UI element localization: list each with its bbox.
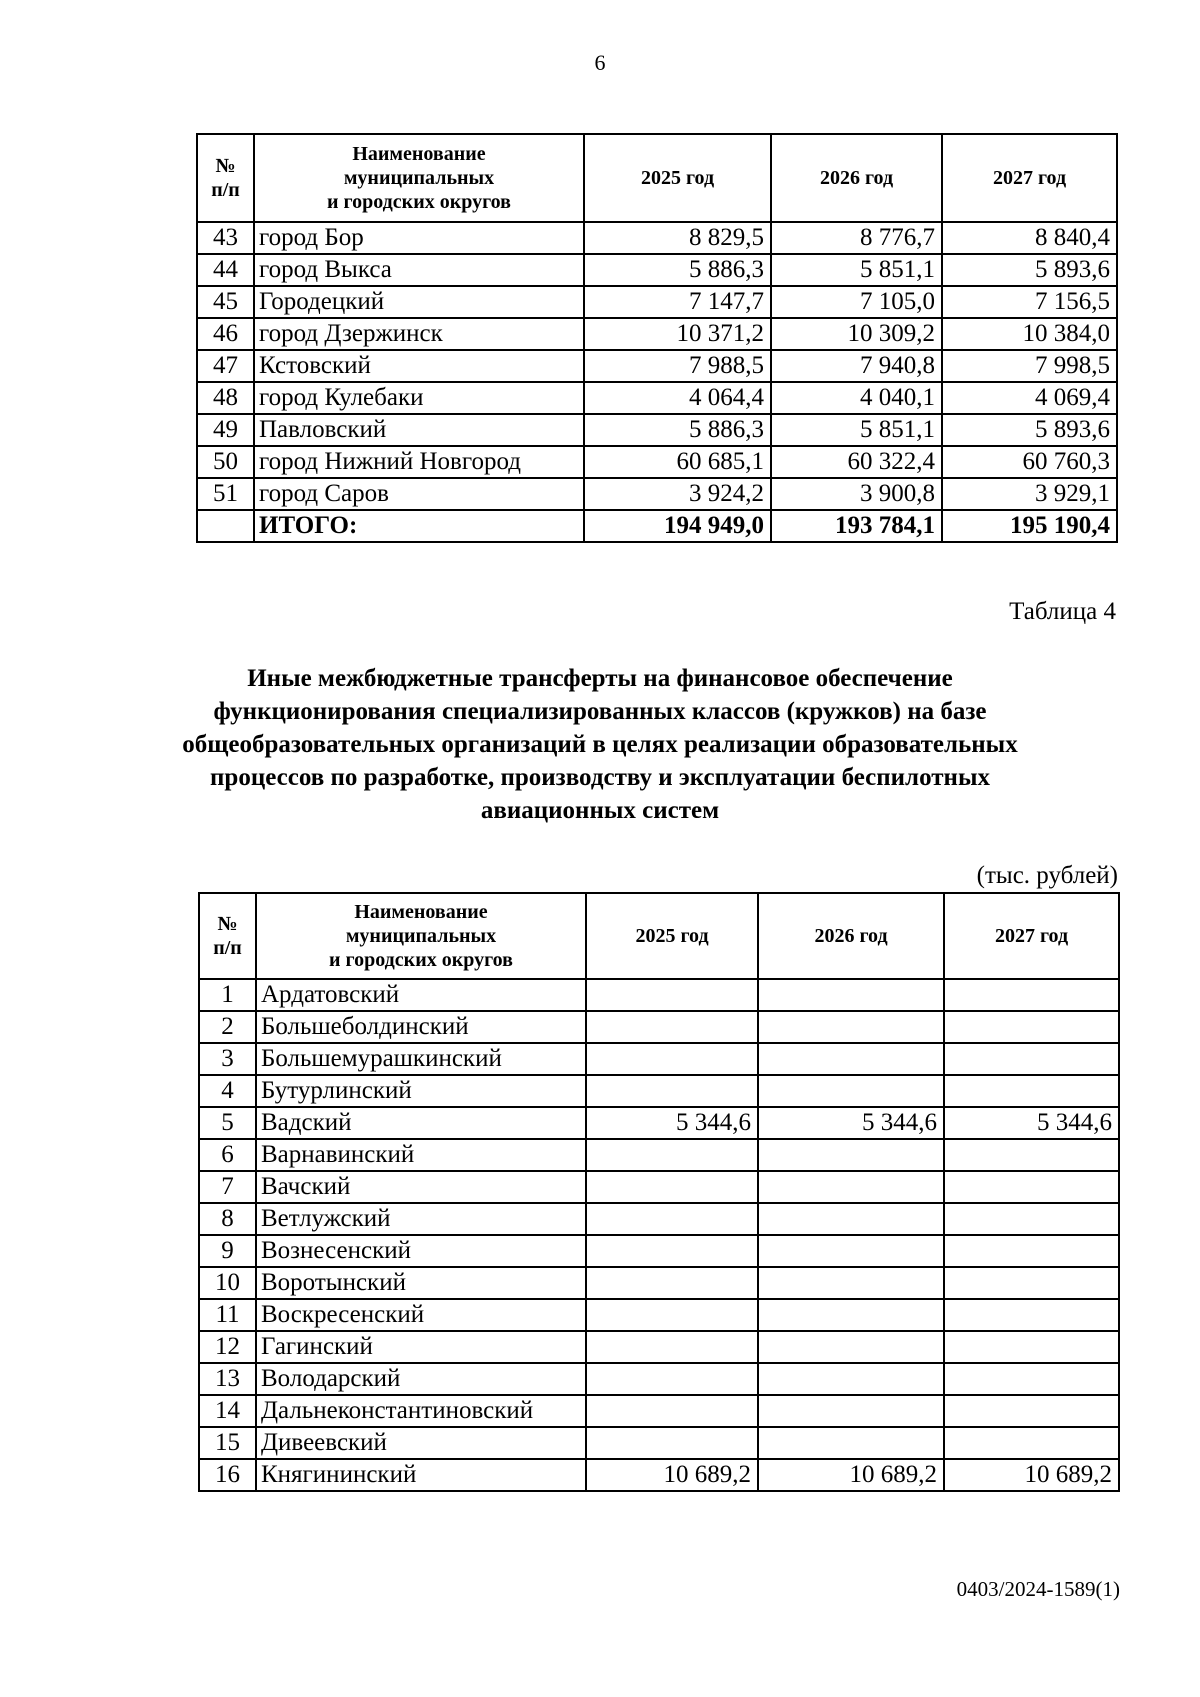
value-2026-cell: [758, 1363, 944, 1395]
value-2027-cell: [944, 1427, 1119, 1459]
row-number-cell: 44: [197, 254, 254, 286]
table-4: [198, 892, 1120, 1492]
table-row: [199, 1043, 1119, 1075]
value-2025-cell: [586, 1011, 758, 1043]
municipality-name-cell: город Бор: [254, 222, 584, 254]
row-number-cell: 12: [199, 1331, 256, 1363]
table-4-title: Иные межбюджетные трансферты на финансовое обеспечение функционирования специализированных классов (кружков) на базе общеобразовательных организаций в целях реализации образовательных процессов по разработке, производству и эксплуатации беспилотных авиационных систем: [182, 665, 1018, 824]
value-2025-cell: 5 886,3: [584, 414, 771, 446]
value-2026-cell: 5 344,6: [758, 1107, 944, 1139]
row-number-cell: 45: [197, 286, 254, 318]
table-row: [199, 1203, 1119, 1235]
value-2027-cell: [944, 1299, 1119, 1331]
value-2027-cell: 10 689,2: [944, 1459, 1119, 1491]
value-2025-cell: [586, 1075, 758, 1107]
table-row: [199, 1075, 1119, 1107]
value-2025-cell: [586, 1043, 758, 1075]
value-2025-cell: [586, 1331, 758, 1363]
table-row: [197, 318, 1117, 350]
value-2026-cell: 5 851,1: [771, 254, 942, 286]
value-2025-cell: [586, 1299, 758, 1331]
municipality-name-cell: Воскресенский: [256, 1299, 586, 1331]
table-row: [197, 222, 1117, 254]
municipality-name-cell: город Выкса: [254, 254, 584, 286]
value-2026-cell: 10 689,2: [758, 1459, 944, 1491]
value-2025-cell: 7 147,7: [584, 286, 771, 318]
value-2025-cell: [586, 1427, 758, 1459]
value-2025-cell: [586, 979, 758, 1011]
value-2026-cell: 60 322,4: [771, 446, 942, 478]
value-2026-cell: 5 851,1: [771, 414, 942, 446]
row-number-cell: 48: [197, 382, 254, 414]
row-number-cell: 47: [197, 350, 254, 382]
page-number: 6: [594, 50, 606, 75]
table-row: [197, 446, 1117, 478]
table-header: [197, 134, 1117, 222]
value-2027-cell: 7 156,5: [942, 286, 1117, 318]
table-row: [199, 1011, 1119, 1043]
municipality-name-cell: Городецкий: [254, 286, 584, 318]
value-2027-cell: 3 929,1: [942, 478, 1117, 510]
column-header-2026: 2026 год: [771, 134, 942, 222]
value-2025-cell: [586, 1139, 758, 1171]
municipality-name-cell: Гагинский: [256, 1331, 586, 1363]
municipality-name-cell: Княгининский: [256, 1459, 586, 1491]
municipality-name-cell: Бутурлинский: [256, 1075, 586, 1107]
value-2027-cell: [944, 1267, 1119, 1299]
value-2027-cell: [944, 1043, 1119, 1075]
municipality-name-cell: Большемурашкинский: [256, 1043, 586, 1075]
municipality-name-cell: город Кулебаки: [254, 382, 584, 414]
value-2027-cell: 5 893,6: [942, 254, 1117, 286]
column-header-number: № п/п: [199, 893, 256, 979]
value-2026-cell: 10 309,2: [771, 318, 942, 350]
value-2027-cell: [944, 1363, 1119, 1395]
municipality-name-cell: город Нижний Новгород: [254, 446, 584, 478]
municipality-name-cell: Варнавинский: [256, 1139, 586, 1171]
table-row: [199, 1395, 1119, 1427]
value-2026-cell: [758, 1235, 944, 1267]
table-body: [199, 979, 1119, 1491]
value-2027-cell: 5 344,6: [944, 1107, 1119, 1139]
row-number-cell: 49: [197, 414, 254, 446]
value-2026-cell: 4 040,1: [771, 382, 942, 414]
value-2025-cell: [586, 1235, 758, 1267]
value-2025-cell: 10 371,2: [584, 318, 771, 350]
row-number-cell: [197, 510, 254, 542]
column-header-name: Наименование муниципальных и городских округов: [256, 893, 586, 979]
row-number-cell: 9: [199, 1235, 256, 1267]
table-body: [197, 222, 1117, 542]
table-row: [199, 1139, 1119, 1171]
value-2025-cell: [586, 1267, 758, 1299]
municipality-name-cell: Ветлужский: [256, 1203, 586, 1235]
total-2027-cell: 195 190,4: [942, 510, 1117, 542]
row-number-cell: 3: [199, 1043, 256, 1075]
table-3-continuation: [196, 133, 1118, 543]
value-2026-cell: [758, 1267, 944, 1299]
municipality-name-cell: Вачский: [256, 1171, 586, 1203]
municipality-name-cell: город Саров: [254, 478, 584, 510]
value-2027-cell: [944, 1203, 1119, 1235]
column-header-2027: 2027 год: [942, 134, 1117, 222]
table-row: [199, 1331, 1119, 1363]
table-row: [199, 1299, 1119, 1331]
value-2025-cell: 5 344,6: [586, 1107, 758, 1139]
row-number-cell: 4: [199, 1075, 256, 1107]
municipality-name-cell: Володарский: [256, 1363, 586, 1395]
column-header-2027: 2027 год: [944, 893, 1119, 979]
value-2027-cell: [944, 1395, 1119, 1427]
table-row: [197, 286, 1117, 318]
value-2025-cell: [586, 1171, 758, 1203]
table-row: [197, 382, 1117, 414]
row-number-cell: 1: [199, 979, 256, 1011]
row-number-cell: 8: [199, 1203, 256, 1235]
column-header-name: Наименование муниципальных и городских округов: [254, 134, 584, 222]
table-row: [199, 1171, 1119, 1203]
value-2027-cell: [944, 1331, 1119, 1363]
table-4-label: Таблица 4: [1009, 598, 1116, 625]
table-header: [199, 893, 1119, 979]
value-2027-cell: 5 893,6: [942, 414, 1117, 446]
municipality-name-cell: Ардатовский: [256, 979, 586, 1011]
column-header-number: № п/п: [197, 134, 254, 222]
total-2026-cell: 193 784,1: [771, 510, 942, 542]
municipality-name-cell: Павловский: [254, 414, 584, 446]
municipality-name-cell: Дальнеконстантиновский: [256, 1395, 586, 1427]
value-2027-cell: 8 840,4: [942, 222, 1117, 254]
total-label-cell: ИТОГО:: [254, 510, 584, 542]
value-2026-cell: 3 900,8: [771, 478, 942, 510]
table-row: [199, 1267, 1119, 1299]
municipality-name-cell: Большеболдинский: [256, 1011, 586, 1043]
value-2026-cell: [758, 1427, 944, 1459]
value-2026-cell: [758, 1331, 944, 1363]
value-2025-cell: 4 064,4: [584, 382, 771, 414]
value-2026-cell: [758, 1203, 944, 1235]
value-2026-cell: [758, 1395, 944, 1427]
value-2027-cell: 4 069,4: [942, 382, 1117, 414]
row-number-cell: 11: [199, 1299, 256, 1331]
total-2025-cell: 194 949,0: [584, 510, 771, 542]
value-2026-cell: 7 940,8: [771, 350, 942, 382]
value-2027-cell: 60 760,3: [942, 446, 1117, 478]
row-number-cell: 5: [199, 1107, 256, 1139]
table-row: [199, 1459, 1119, 1491]
row-number-cell: 10: [199, 1267, 256, 1299]
row-number-cell: 43: [197, 222, 254, 254]
value-2027-cell: [944, 979, 1119, 1011]
municipality-name-cell: Кстовский: [254, 350, 584, 382]
table-row: [197, 254, 1117, 286]
row-number-cell: 50: [197, 446, 254, 478]
row-number-cell: 7: [199, 1171, 256, 1203]
table-row: [199, 979, 1119, 1011]
row-number-cell: 16: [199, 1459, 256, 1491]
value-2026-cell: 7 105,0: [771, 286, 942, 318]
value-2025-cell: 60 685,1: [584, 446, 771, 478]
row-number-cell: 14: [199, 1395, 256, 1427]
row-number-cell: 13: [199, 1363, 256, 1395]
units-label: (тыс. рублей): [976, 862, 1118, 889]
value-2025-cell: 8 829,5: [584, 222, 771, 254]
value-2027-cell: 10 384,0: [942, 318, 1117, 350]
column-header-2025: 2025 год: [584, 134, 771, 222]
municipality-name-cell: город Дзержинск: [254, 318, 584, 350]
value-2026-cell: [758, 1299, 944, 1331]
value-2025-cell: 5 886,3: [584, 254, 771, 286]
municipality-name-cell: Вадский: [256, 1107, 586, 1139]
table-row: [197, 350, 1117, 382]
value-2025-cell: [586, 1395, 758, 1427]
column-header-2025: 2025 год: [586, 893, 758, 979]
value-2026-cell: [758, 979, 944, 1011]
value-2026-cell: [758, 1171, 944, 1203]
value-2026-cell: 8 776,7: [771, 222, 942, 254]
row-number-cell: 51: [197, 478, 254, 510]
value-2027-cell: [944, 1139, 1119, 1171]
document-code: 0403/2024-1589(1): [956, 1577, 1120, 1601]
value-2026-cell: [758, 1139, 944, 1171]
value-2025-cell: [586, 1203, 758, 1235]
row-number-cell: 15: [199, 1427, 256, 1459]
value-2025-cell: 3 924,2: [584, 478, 771, 510]
municipality-name-cell: Дивеевский: [256, 1427, 586, 1459]
municipality-name-cell: Воротынский: [256, 1267, 586, 1299]
table-row: [199, 1235, 1119, 1267]
table-row: [199, 1363, 1119, 1395]
total-row: [197, 510, 1117, 542]
value-2027-cell: 7 998,5: [942, 350, 1117, 382]
row-number-cell: 6: [199, 1139, 256, 1171]
value-2027-cell: [944, 1011, 1119, 1043]
column-header-2026: 2026 год: [758, 893, 944, 979]
value-2027-cell: [944, 1075, 1119, 1107]
value-2027-cell: [944, 1235, 1119, 1267]
row-number-cell: 2: [199, 1011, 256, 1043]
table-row: [197, 478, 1117, 510]
value-2025-cell: 10 689,2: [586, 1459, 758, 1491]
table-row: [199, 1427, 1119, 1459]
value-2026-cell: [758, 1043, 944, 1075]
value-2026-cell: [758, 1075, 944, 1107]
value-2027-cell: [944, 1171, 1119, 1203]
value-2026-cell: [758, 1011, 944, 1043]
row-number-cell: 46: [197, 318, 254, 350]
value-2025-cell: [586, 1363, 758, 1395]
table-row: [199, 1107, 1119, 1139]
municipality-name-cell: Вознесенский: [256, 1235, 586, 1267]
value-2025-cell: 7 988,5: [584, 350, 771, 382]
table-row: [197, 414, 1117, 446]
